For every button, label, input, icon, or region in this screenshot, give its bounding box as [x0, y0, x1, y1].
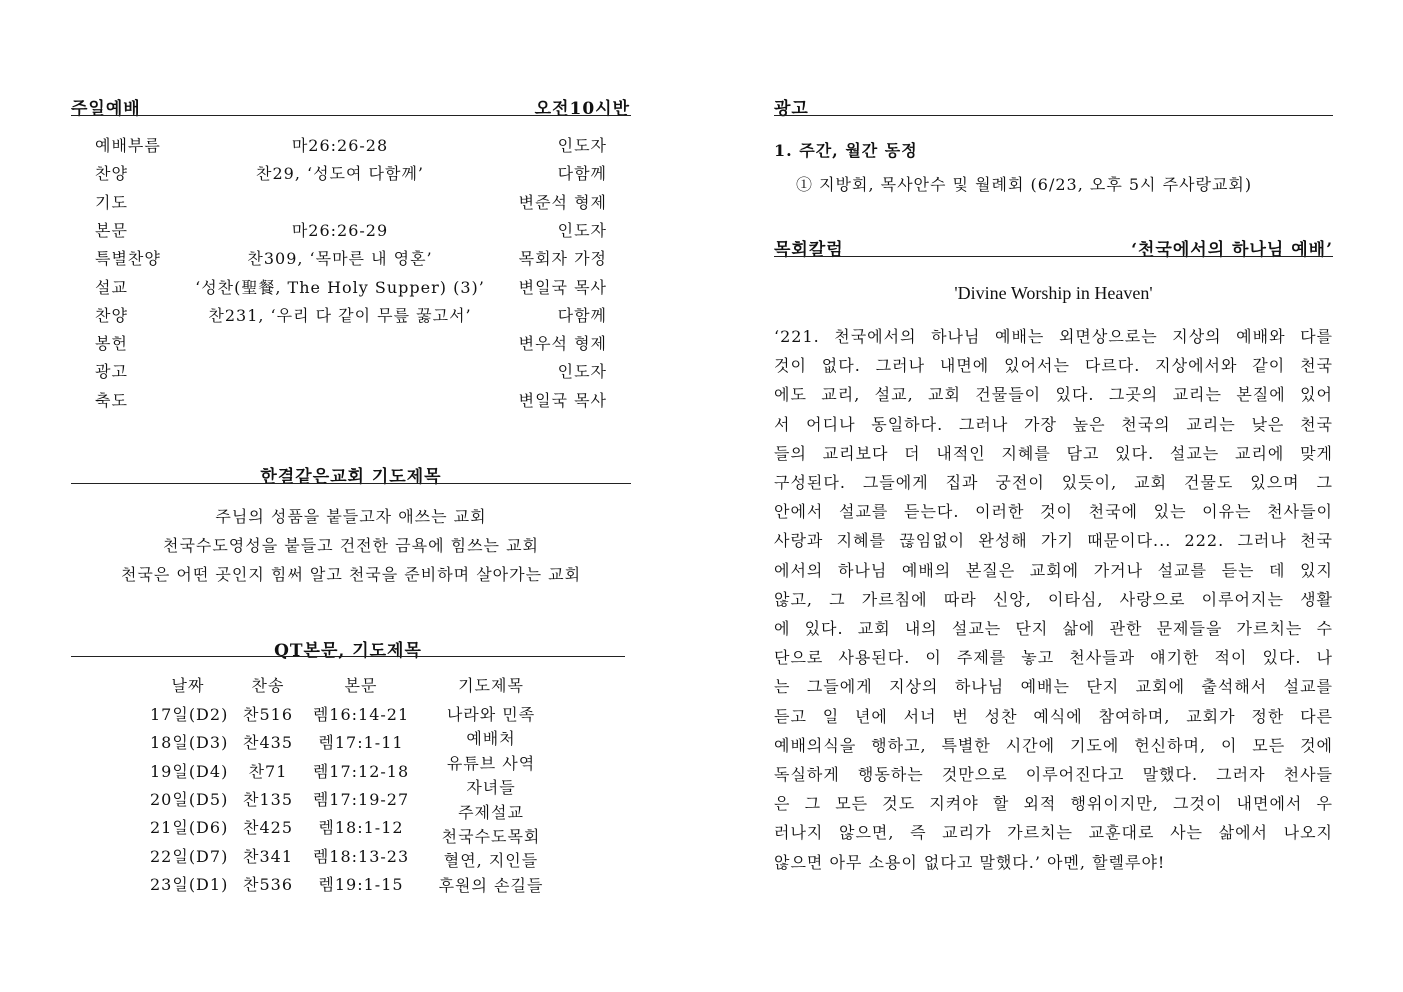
- worship-item: 기도: [95, 192, 128, 212]
- column-line: ‘221. 천국에서의 하나님 예배는 외면상으로는 지상의 예배와 다를: [774, 327, 1333, 346]
- worship-item: 봉헌: [95, 334, 128, 354]
- worship-content: 마26:26-28: [291, 136, 389, 155]
- worship-item: 광고: [95, 362, 128, 382]
- qt-prayer: 자녀들: [466, 778, 516, 798]
- worship-leader: 목회자 가정: [518, 249, 607, 269]
- qt-date: 23일(D1): [150, 874, 229, 894]
- worship-leader: 변우석 형제: [518, 334, 607, 354]
- column-line: 않으면 아무 소용이 없다고 말했다.’ 아멘, 할렐루야!: [774, 852, 1166, 872]
- worship-leader: 인도자: [557, 136, 607, 155]
- qt-header-date: 날짜: [171, 676, 205, 695]
- worship-content: 마26:26-29: [291, 220, 389, 240]
- worship-leader: 변준석 형제: [518, 192, 607, 212]
- column-line: 듣고 일 년에 서너 번 성찬 예식에 참여하며, 교회가 정한 다른: [774, 706, 1333, 726]
- column-line: 은 그 모든 것도 지켜야 할 외적 행위이지만, 그것이 내면에서 우: [774, 794, 1333, 814]
- worship-leader: 변일국 목사: [518, 390, 607, 410]
- qt-date: 17일(D2): [150, 705, 229, 724]
- worship-item: 특별찬양: [95, 249, 161, 269]
- qt-text: 렘19:1-15: [318, 874, 404, 894]
- qt-date: 21일(D6): [150, 818, 229, 838]
- qt-date: 18일(D3): [150, 733, 229, 753]
- worship-leader: 다함께: [557, 305, 607, 325]
- notice-item: ① 지방회, 목사안수 및 월례회 (6/23, 오후 5시 주사랑교회): [796, 175, 1253, 194]
- column-line: 것이 없다. 그러나 내면에 있어서는 다르다. 지상에서와 같이 천국: [774, 356, 1333, 376]
- column-line: 단으로 사용된다. 이 주제를 놓고 천사들과 얘기한 적이 있다. 나: [774, 648, 1333, 668]
- notice-rule: [774, 115, 1333, 116]
- worship-leader: 인도자: [557, 220, 607, 240]
- column-line: 예배의식을 행하고, 특별한 시간에 기도에 헌신하며, 이 모든 것에: [774, 735, 1333, 755]
- qt-text: 렘16:14-21: [312, 705, 410, 724]
- column-line: 러나지 않으면, 즉 교리가 가르치는 교훈대로 사는 삶에서 나오지: [774, 823, 1333, 843]
- prayer-item: 천국수도영성을 붙들고 건전한 금욕에 힘쓰는 교회: [162, 536, 539, 555]
- qt-text: 렘17:12-18: [312, 761, 410, 781]
- column-line: 서 어디나 동일하다. 그러나 가장 높은 천국의 교리는 낮은 천국: [774, 414, 1333, 434]
- worship-item: 축도: [95, 390, 128, 410]
- worship-leader: 변일국 목사: [518, 277, 607, 297]
- qt-hymn: 찬71: [248, 761, 288, 781]
- worship-leader: 인도자: [557, 362, 607, 382]
- qt-text: 렘17:1-11: [318, 733, 404, 753]
- qt-prayer: 유튜브 사역: [446, 753, 536, 773]
- qt-date: 22일(D7): [150, 846, 229, 866]
- column-subtitle: 'Divine Worship in Heaven': [954, 283, 1153, 303]
- qt-hymn: 찬425: [243, 818, 293, 838]
- qt-header-hymn: 찬송: [251, 676, 285, 695]
- worship-content: 찬29, ‘성도여 다함께’: [256, 164, 424, 184]
- qt-prayer: 주제설교: [458, 802, 524, 822]
- qt-hymn: 찬516: [243, 705, 293, 724]
- prayer-item: 천국은 어떤 곳인지 힘써 알고 천국을 준비하며 살아가는 교회: [120, 565, 582, 584]
- worship-time: 오전10시반: [534, 99, 630, 119]
- worship-rule: [71, 115, 631, 116]
- qt-prayer: 혈연, 지인들: [443, 851, 539, 871]
- prayer-title: 한결같은교회 기도제목: [260, 467, 442, 487]
- column-line: 않고, 그 가르침에 따라 신앙, 이타심, 사랑으로 이루어지는 생활: [774, 589, 1333, 609]
- column-body: [774, 322, 1333, 877]
- qt-prayer: 후원의 손길들: [438, 875, 544, 895]
- qt-title: QT본문, 기도제목: [274, 641, 422, 661]
- column-line: 안에서 설교를 듣는다. 이러한 것이 천국에 있는 이유는 천사들이: [774, 502, 1333, 522]
- column-line: 는 그들에게 지상의 하나님 예배는 단지 교회에 출석해서 설교를: [774, 677, 1333, 697]
- prayer-item: 주님의 성품을 붙들고자 애쓰는 교회: [215, 507, 487, 526]
- prayer-rule: [71, 483, 631, 484]
- qt-date: 19일(D4): [150, 761, 229, 781]
- worship-content: 찬231, ‘우리 다 같이 무릎 꿇고서’: [208, 305, 472, 325]
- column-line: 구성된다. 그들에게 집과 궁전이 있듯이, 교회 건물도 있으며 그: [774, 473, 1333, 493]
- qt-text: 렘18:13-23: [312, 846, 410, 866]
- qt-hymn: 찬536: [243, 874, 293, 894]
- column-line: 들의 교리보다 더 내적인 지혜를 담고 있다. 설교는 교리에 맞게: [774, 443, 1333, 463]
- column-rule: [774, 256, 1333, 257]
- worship-item: 찬양: [95, 305, 128, 325]
- column-line: 에도 교리, 설교, 교회 건물들이 있다. 그곳의 교리는 본질에 있어: [774, 385, 1333, 405]
- column-line: 독실하게 행동하는 것만으로 이루어진다고 말했다. 그러자 천사들: [774, 765, 1333, 785]
- column-line: 에서의 하나님 예배의 본질은 교회에 가거나 설교를 듣는 데 있지: [774, 560, 1333, 580]
- column-line: 에 있다. 교회 내의 설교는 단지 삶에 관한 문제들을 가르치는 수: [774, 619, 1333, 639]
- worship-title: 주일예배: [71, 99, 141, 119]
- worship-content: 찬309, ‘목마른 내 영혼’: [247, 249, 433, 269]
- qt-prayer: 천국수도목회: [441, 827, 541, 846]
- worship-item: 예배부름: [95, 136, 161, 155]
- notice-title: 광고: [774, 99, 809, 119]
- qt-hymn: 찬341: [243, 846, 293, 866]
- qt-prayer: 예배처: [466, 729, 516, 749]
- notice-heading: 1. 주간, 월간 동정: [774, 141, 918, 160]
- worship-content: ‘성찬(聖餐, The Holy Supper) (3)’: [195, 277, 485, 297]
- qt-hymn: 찬135: [243, 789, 293, 809]
- qt-date: 20일(D5): [150, 789, 229, 809]
- qt-prayer: 나라와 민족: [446, 705, 536, 724]
- worship-item: 본문: [95, 220, 128, 240]
- qt-rule: [71, 656, 625, 657]
- column-line: 사랑과 지혜를 끊임없이 완성해 가기 때문이다... 222. 그러나 천국: [774, 531, 1333, 551]
- column-title: ‘천국에서의 하나님 예배’: [1131, 240, 1333, 260]
- worship-leader: 다함께: [557, 164, 607, 184]
- qt-hymn: 찬435: [243, 733, 293, 753]
- worship-item: 찬양: [95, 164, 128, 184]
- qt-text: 렘17:19-27: [312, 789, 410, 809]
- qt-header-prayer: 기도제목: [458, 676, 524, 695]
- worship-item: 설교: [95, 277, 128, 297]
- qt-text: 렘18:1-12: [318, 818, 404, 838]
- column-label: 목회칼럼: [774, 240, 844, 260]
- qt-header-text: 본문: [344, 676, 378, 695]
